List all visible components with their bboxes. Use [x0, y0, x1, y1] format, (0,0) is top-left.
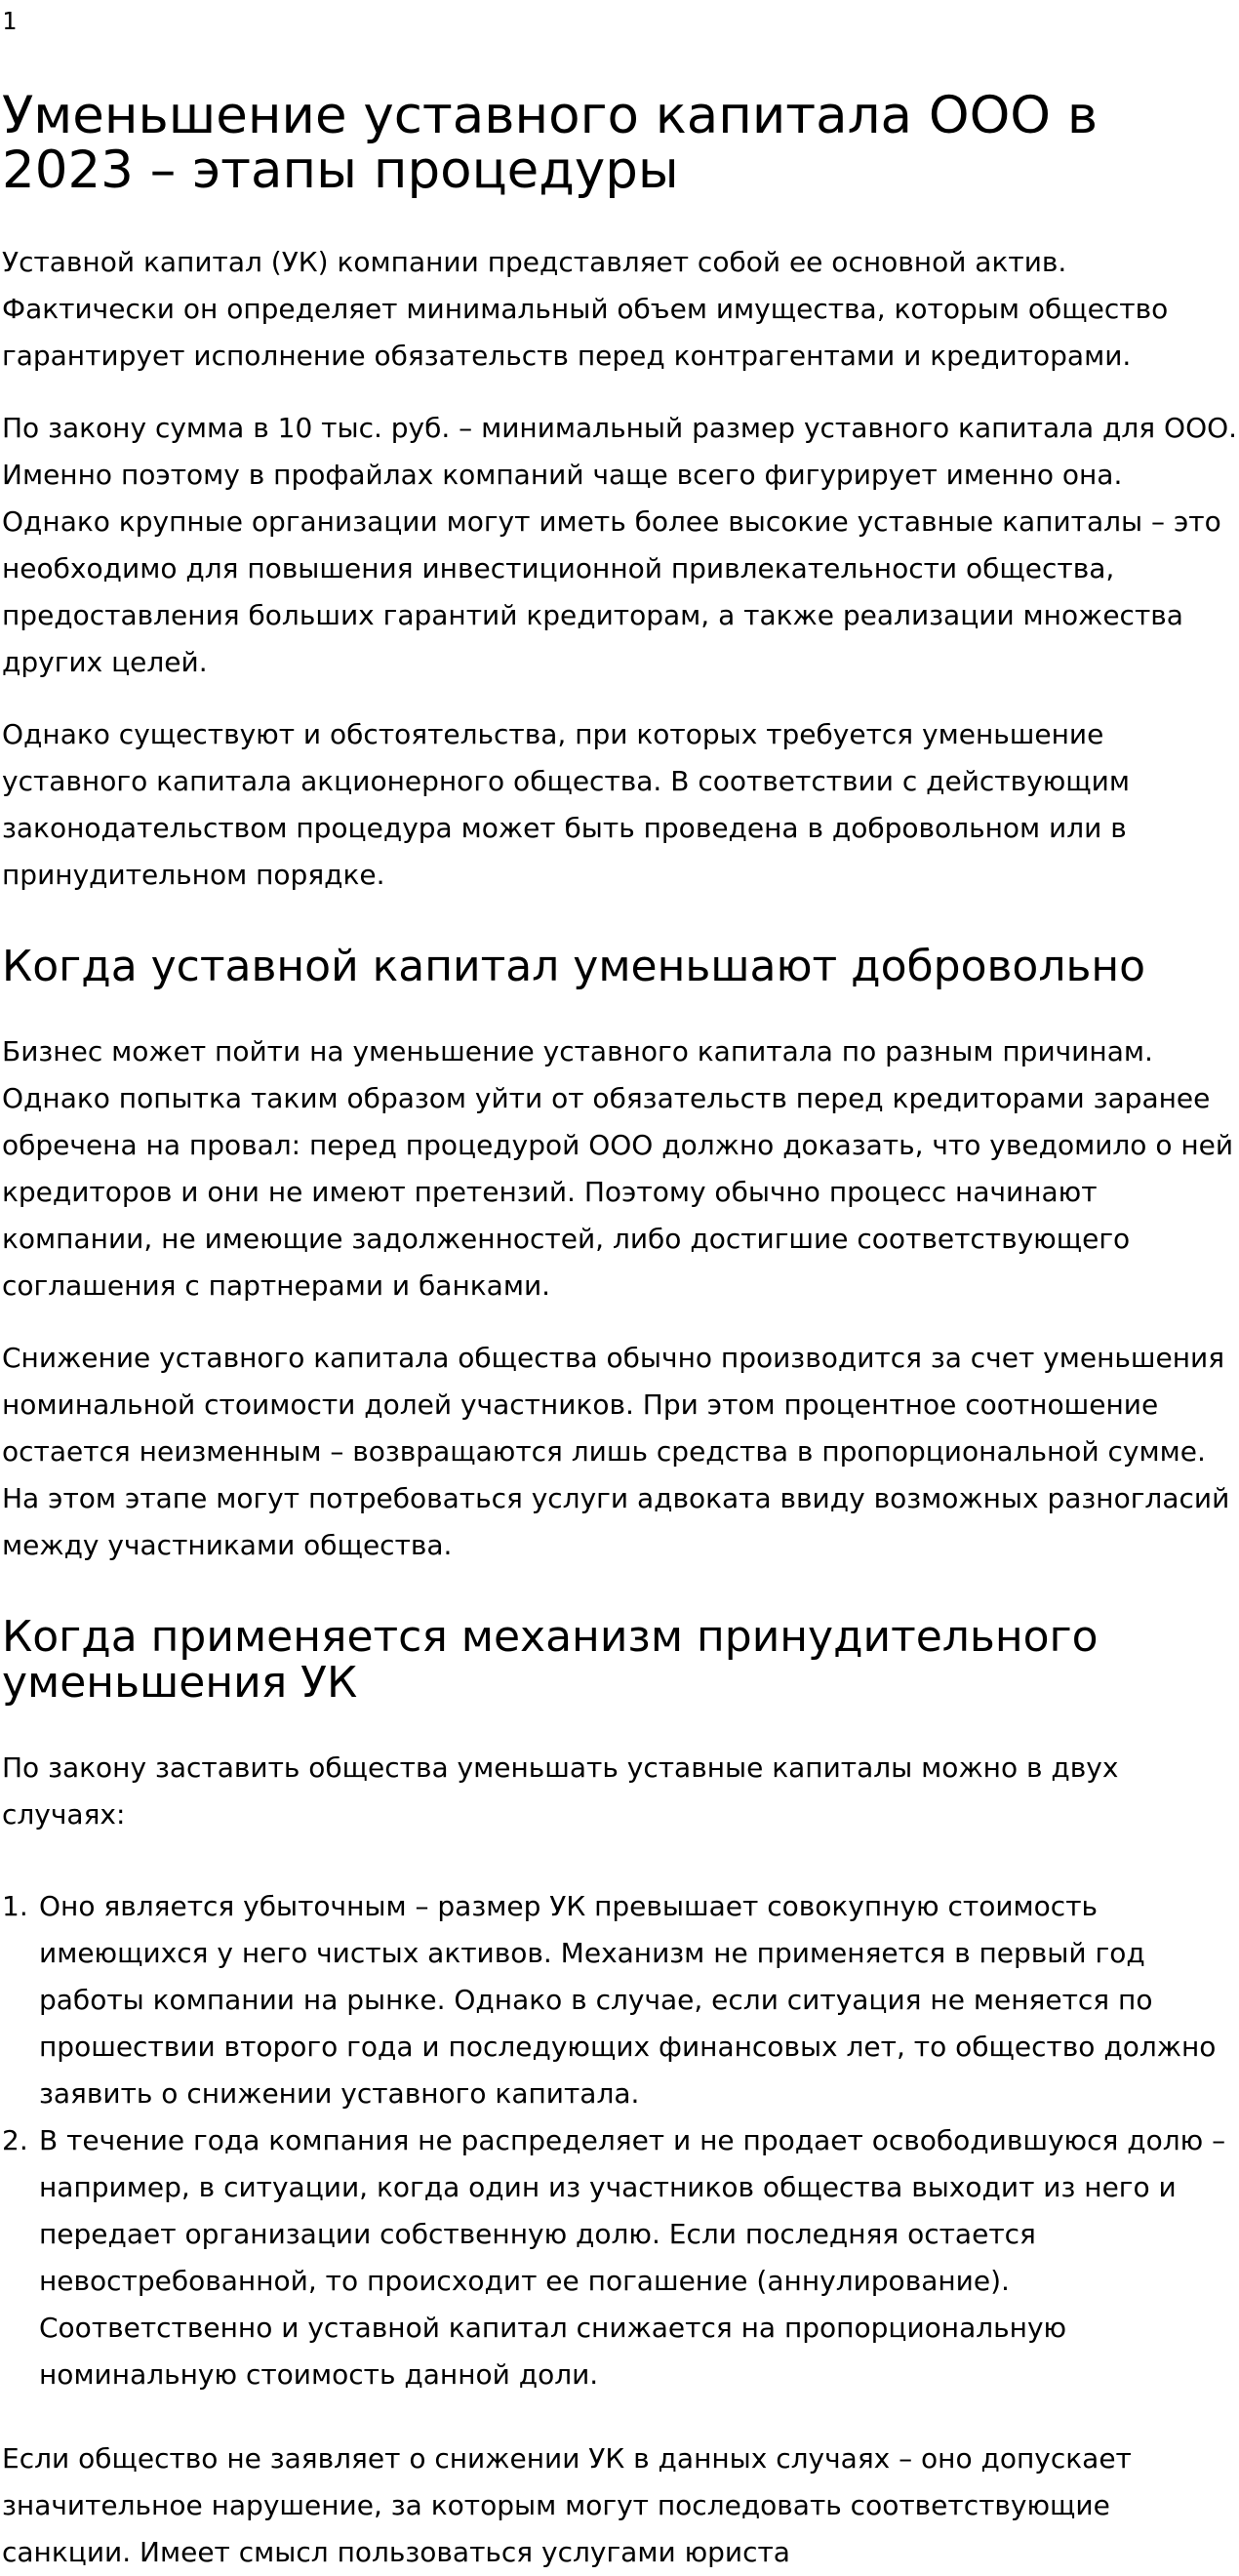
page-title-line-2: 2023 – этапы процедуры — [2, 141, 679, 200]
intro-paragraph-3: Однако существуют и обстоятельства, при которых требуется уменьшение уставного капитала акционерного общества. В соответствии с действующим законодательством процедура может быть проведена в добровольном или в принудительном порядке. — [2, 718, 1130, 891]
list-item-text: В течение года компания не распределяет и не продает освободившуюся долю – например, в ситуации, когда один из участников общества выходит из него и передает организации собственную долю. Если последняя остается невостребованной, то происходит ее погашение (аннулирование). Соответственно и уставной капитал снижается на пропорциональную номинальную стоимость данной доли. — [39, 2124, 1226, 2391]
list-item — [2, 1883, 1239, 2117]
section-heading-forced-line-2: уменьшения УК — [2, 1658, 358, 1708]
page-title — [2, 86, 1239, 200]
section1-paragraph-1: Бизнес может пойти на уменьшение уставного капитала по разным причинам. Однако попытка таким образом уйти от обязательств перед кредиторами заранее обречена на провал: перед процедурой ООО должно доказать, что уведомило о ней кредиторов и они не имеют претензий. Поэтому обычно процесс начинают компании, не имеющие задолженностей, либо достигшие соответствующего соглашения с партнерами и банками. — [2, 1035, 1234, 1302]
page-number: 1 — [2, 7, 18, 35]
forced-reduction-cases-list — [2, 1883, 1239, 2398]
section-heading-voluntary: Когда уставной капитал уменьшают добровольно — [2, 942, 1146, 991]
list-item-marker: 2. — [2, 2124, 28, 2156]
section-heading-forced-line-1: Когда применяется механизм принудительного — [2, 1612, 1099, 1662]
list-item-marker: 1. — [2, 1890, 28, 1922]
section2-lead-paragraph: По закону заставить общества уменьшать уставные капиталы можно в двух случаях: — [2, 1751, 1119, 1831]
page-title-line-1: Уменьшение уставного капитала ООО в — [2, 86, 1099, 145]
section-heading-forced — [2, 1614, 1239, 1706]
list-item-text: Оно является убыточным – размер УК превышает совокупную стоимость имеющихся у него чистых активов. Механизм не применяется в первый год работы компании на рынке. Однако в случае, если ситуация не меняется по прошествии второго года и последующих финансовых лет, то общество должно заявить о снижении уставного капитала. — [39, 1890, 1217, 2110]
intro-paragraph-2: По закону сумма в 10 тыс. руб. – минимальный размер уставного капитала для ООО. Именно поэтому в профайлах компаний чаще всего фигурирует именно она. Однако крупные организации могут иметь более высокие уставные капиталы – это необходимо для повышения инвестиционной привлекательности общества, предоставления больших гарантий кредиторам, а также реализации множества других целей. — [2, 412, 1238, 678]
section1-paragraph-2: Снижение уставного капитала общества обычно производится за счет уменьшения номинальной стоимости долей участников. При этом процентное соотношение остается неизменным – возвращаются лишь средства в пропорциональной сумме. На этом этапе могут потребоваться услуги адвоката ввиду возможных разногласий между участниками общества. — [2, 1342, 1230, 1561]
list-item — [2, 2117, 1239, 2398]
closing-paragraph: Если общество не заявляет о снижении УК в данных случаях – оно допускает значительное нарушение, за которым могут последовать соответствующие санкции. Имеет смысл пользоваться услугами юриста — [2, 2442, 1132, 2568]
intro-paragraph-1: Уставной капитал (УК) компании представляет собой ее основной актив. Фактически он определяет минимальный объем имущества, которым общество гарантирует исполнение обязательств перед контрагентами и кредиторами. — [2, 246, 1169, 372]
